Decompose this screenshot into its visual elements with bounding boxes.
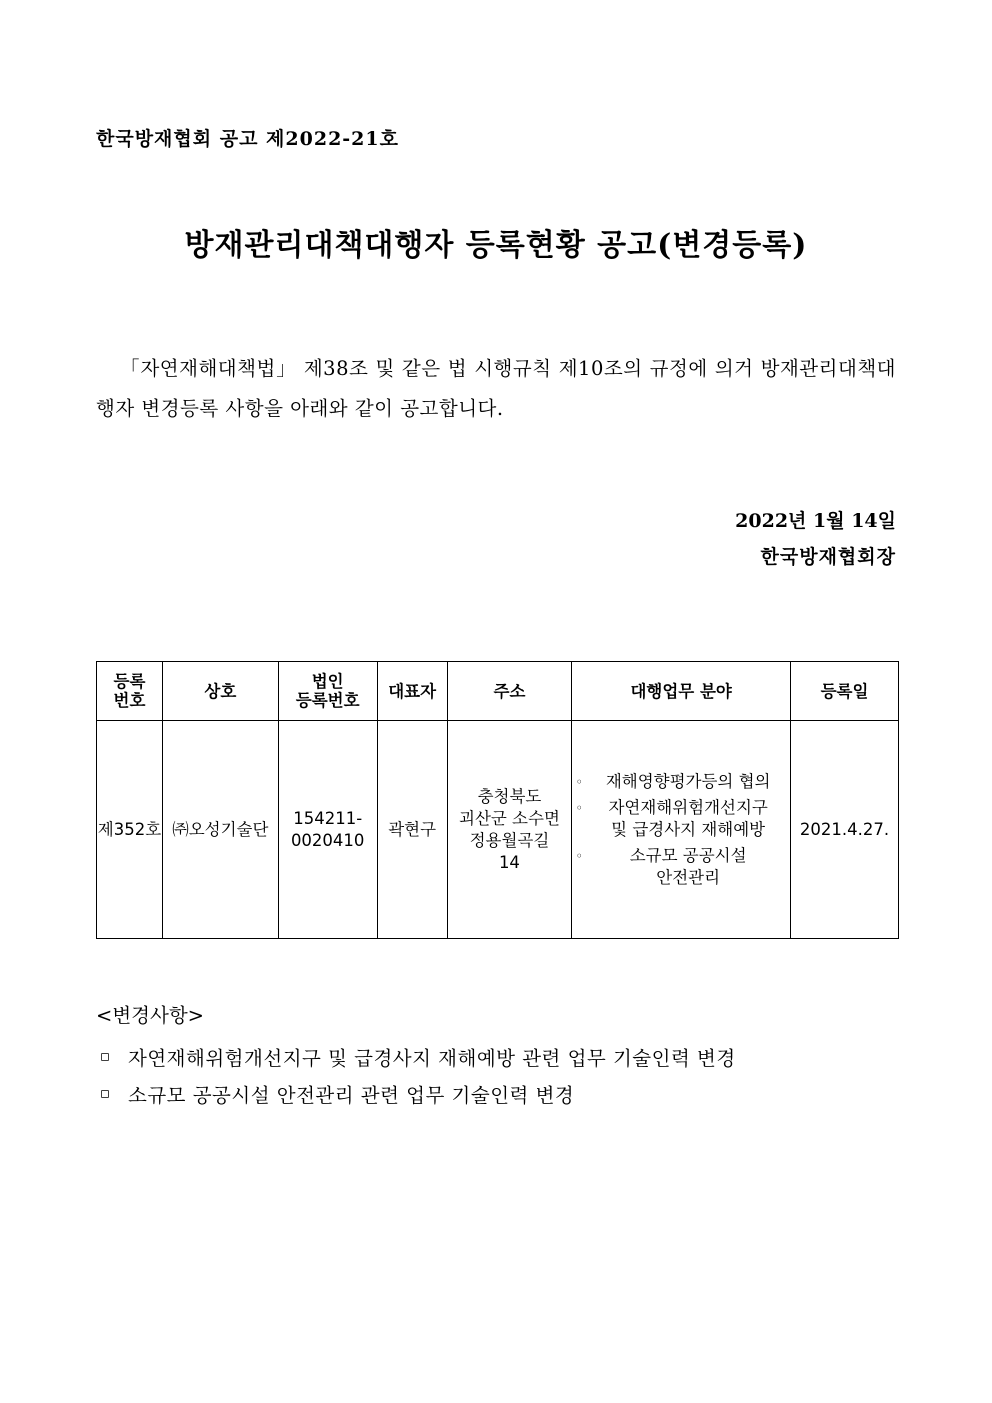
notice-date: 2022년 1월 14일 xyxy=(735,510,896,532)
list-item xyxy=(100,1075,736,1112)
cell-corp-no: 154211- 0020410 xyxy=(278,721,377,939)
issuer-name: 한국방재협회장 xyxy=(760,546,896,568)
registration-table xyxy=(96,661,899,939)
square-bullet-icon xyxy=(101,1053,109,1061)
ring-bullet-icon: ◦ xyxy=(575,848,583,863)
scope-item-text: 재해영향평가등의 협의 xyxy=(605,771,771,791)
cell-address: 충청북도 괴산군 소수면 정용월곡길 14 xyxy=(447,721,572,939)
scope-item xyxy=(572,797,790,841)
notice-number: 한국방재협회 공고 제2022-21호 xyxy=(96,128,399,150)
cell-scope xyxy=(572,721,791,939)
header-company: 상호 xyxy=(162,662,278,721)
cell-company: ㈜오성기술단 xyxy=(162,721,278,939)
header-reg-no: 등록 번호 xyxy=(97,662,163,721)
scope-item-text: 자연재해위험개선지구 및 급경사지 재해예방 xyxy=(608,797,768,839)
header-representative: 대표자 xyxy=(377,662,447,721)
header-address: 주소 xyxy=(447,662,572,721)
document-title: 방재관리대책대행자 등록현황 공고(변경등록) xyxy=(184,228,808,263)
ring-bullet-icon: ◦ xyxy=(575,774,583,789)
change-item-text: 자연재해위험개선지구 및 급경사지 재해예방 관련 업무 기술인력 변경 xyxy=(128,1046,736,1070)
table-row xyxy=(97,721,899,939)
scope-item xyxy=(572,845,790,889)
header-scope: 대행업무 분야 xyxy=(572,662,791,721)
scope-item-text: 소규모 공공시설 안전관리 xyxy=(629,845,747,887)
change-item-text: 소규모 공공시설 안전관리 관련 업무 기술인력 변경 xyxy=(128,1083,575,1107)
ring-bullet-icon: ◦ xyxy=(575,800,583,815)
changes-list xyxy=(100,1038,736,1112)
cell-reg-date: 2021.4.27. xyxy=(790,721,898,939)
changes-heading: <변경사항> xyxy=(96,1004,205,1027)
square-bullet-icon xyxy=(101,1090,109,1098)
header-corp-no: 법인 등록번호 xyxy=(278,662,377,721)
cell-representative: 곽현구 xyxy=(377,721,447,939)
list-item xyxy=(100,1038,736,1075)
body-paragraph: 「자연재해대책법」 제38조 및 같은 법 시행규칙 제10조의 규정에 의거 방재관리대책대행자 변경등록 사항을 아래와 같이 공고합니다. xyxy=(96,357,896,420)
table-header-row xyxy=(97,662,899,721)
header-reg-date: 등록일 xyxy=(790,662,898,721)
scope-item xyxy=(572,771,790,793)
cell-reg-no: 제352호 xyxy=(97,721,163,939)
